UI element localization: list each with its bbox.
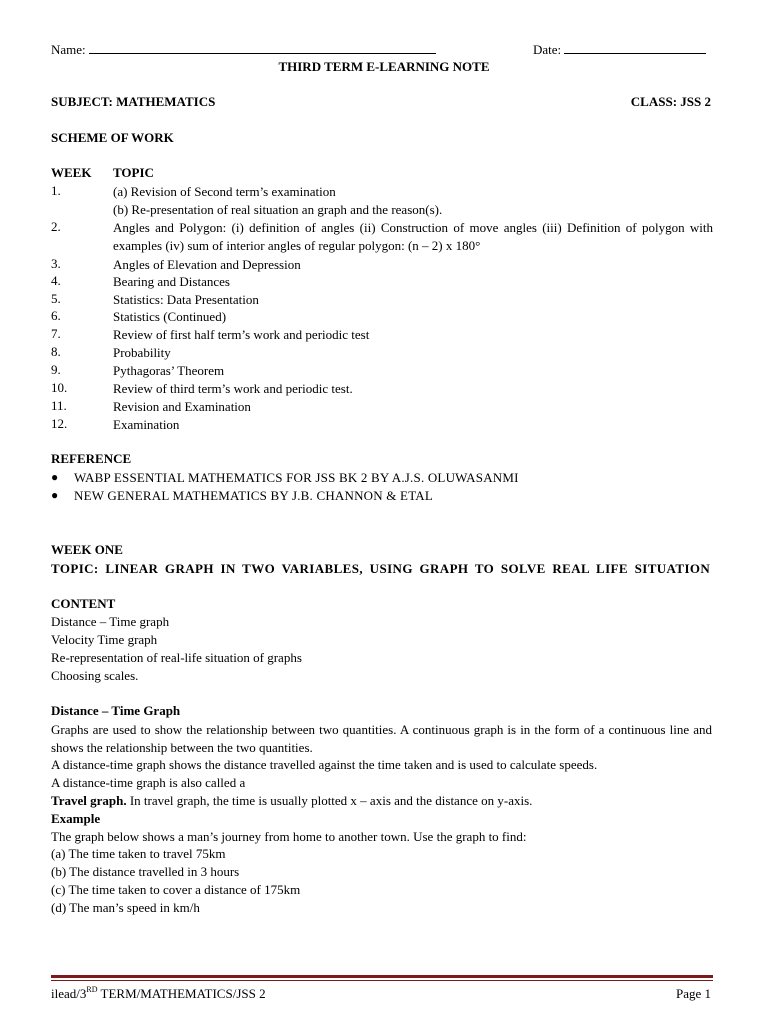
- week-topic: [113, 362, 713, 380]
- week-topic: [113, 273, 713, 291]
- week-topic: [113, 380, 713, 398]
- week-topic: [113, 183, 713, 218]
- section-heading: Distance – Time Graph: [51, 703, 181, 718]
- week-topic: [113, 416, 713, 434]
- example-question: (c) The time taken to cover a distance of 175km: [51, 882, 301, 897]
- week-number: 10.: [51, 380, 68, 395]
- footer-rule-thick: [51, 975, 713, 978]
- week-one-topic: TOPIC: LINEAR GRAPH IN TWO VARIABLES, USING GRAPH TO SOLVE REAL LIFE SITUATION: [51, 561, 711, 576]
- week-topic-line: Angles of Elevation and Depression: [113, 257, 301, 272]
- example-question: (a) The time taken to travel 75km: [51, 846, 226, 861]
- week-topic-line: Review of first half term’s work and periodic test: [113, 327, 370, 342]
- date-blank-line: [564, 42, 706, 54]
- topic-column-heading: TOPIC: [113, 165, 154, 180]
- footer-rule-thin: [51, 980, 713, 981]
- paragraph: A distance-time graph shows the distance travelled against the time taken and is used to calculate speeds.: [51, 757, 598, 772]
- example-question: (d) The man’s speed in km/h: [51, 900, 200, 915]
- week-number: 12.: [51, 416, 68, 431]
- paragraph: A distance-time graph is also called a: [51, 775, 246, 790]
- content-item: Re-representation of real-life situation of graphs: [51, 650, 302, 665]
- content-item: Distance – Time graph: [51, 614, 170, 629]
- week-number: 1.: [51, 183, 61, 198]
- class-label: CLASS: JSS 2: [630, 94, 711, 109]
- reference-heading: REFERENCE: [51, 451, 132, 466]
- week-topic-line: Revision and Examination: [113, 399, 251, 414]
- paragraph: Graphs are used to show the relationship between two quantities. A continuous graph is in the form of a continuous line and shows the relationship between the two quantities.: [51, 722, 712, 755]
- bullet-icon: ●: [51, 470, 59, 484]
- week-topic-line: Bearing and Distances: [113, 274, 230, 289]
- week-number: 9.: [51, 362, 61, 377]
- week-number: 4.: [51, 273, 61, 288]
- week-number: 8.: [51, 344, 61, 359]
- date-field: [533, 42, 706, 58]
- week-topic-line: Examination: [113, 417, 180, 432]
- content-heading: CONTENT: [51, 596, 116, 611]
- week-topic-line: Pythagoras’ Theorem: [113, 363, 225, 378]
- week-topic-line: (b) Re-presentation of real situation an graph and the reason(s).: [113, 201, 443, 217]
- week-topic: [113, 219, 713, 254]
- date-label: Date:: [533, 42, 562, 57]
- scheme-heading: SCHEME OF WORK: [51, 130, 174, 145]
- footer-left: ilead/3RD TERM/MATHEMATICS/JSS 2: [51, 985, 266, 1001]
- name-label: Name:: [51, 42, 86, 57]
- name-field: [51, 42, 436, 58]
- week-topic: [113, 326, 713, 344]
- week-topic: [113, 398, 713, 416]
- content-item: Choosing scales.: [51, 668, 139, 683]
- travel-graph-term: Travel graph.: [51, 793, 127, 808]
- week-number: 3.: [51, 256, 61, 271]
- bullet-icon: ●: [51, 488, 59, 502]
- week-topic-line: Statistics (Continued): [113, 309, 227, 324]
- example-heading: Example: [51, 811, 101, 826]
- week-number: 5.: [51, 291, 61, 306]
- week-one-heading: WEEK ONE: [51, 542, 123, 557]
- week-number: 6.: [51, 308, 61, 323]
- week-column-heading: WEEK: [51, 165, 92, 180]
- week-topic-line: Probability: [113, 345, 171, 360]
- travel-graph-paragraph: Travel graph. In travel graph, the time is usually plotted x – axis and the distance on y-axis.: [51, 793, 533, 808]
- example-question: (b) The distance travelled in 3 hours: [51, 864, 240, 879]
- page-number: Page 1: [675, 986, 711, 1001]
- content-item: Velocity Time graph: [51, 632, 158, 647]
- name-blank-line: [89, 42, 436, 54]
- week-topic: [113, 256, 713, 274]
- week-topic-line: (a) Revision of Second term’s examination: [113, 184, 336, 199]
- week-topic-line: Angles and Polygon: (i) definition of angles (ii) Construction of move angles (iii) Definition of polygon with examples (iv) sum of interior angles of regular polygon: (n – 2) x 180°: [113, 220, 713, 253]
- week-topic: [113, 291, 713, 309]
- week-topic: [113, 344, 713, 362]
- week-number: 7.: [51, 326, 61, 341]
- week-topic-line: Statistics: Data Presentation: [113, 292, 259, 307]
- week-number: 2.: [51, 219, 61, 234]
- subject-label: SUBJECT: MATHEMATICS: [51, 94, 216, 109]
- week-topic-line: Review of third term’s work and periodic test.: [113, 381, 353, 396]
- week-number: 11.: [51, 398, 67, 413]
- document-title: THIRD TERM E-LEARNING NOTE: [278, 59, 490, 74]
- example-intro: The graph below shows a man’s journey from home to another town. Use the graph to find:: [51, 829, 527, 844]
- week-topic: [113, 308, 713, 326]
